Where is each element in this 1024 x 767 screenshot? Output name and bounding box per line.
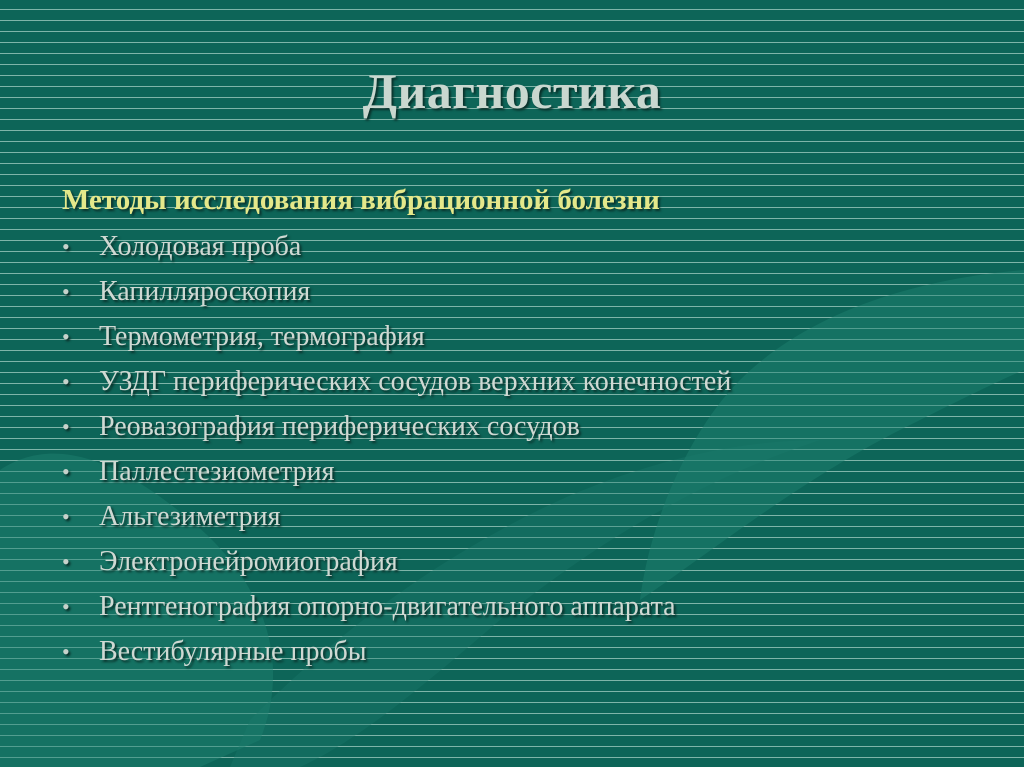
list-item-text: Паллестезиометрия bbox=[99, 456, 335, 487]
list-item bbox=[62, 449, 1002, 494]
list-item-text: Вестибулярные пробы bbox=[99, 636, 367, 667]
bullet-icon: • bbox=[62, 549, 70, 574]
list-item-text: Термометрия, термография bbox=[99, 321, 425, 352]
list-item-text: Холодовая проба bbox=[99, 231, 302, 262]
list-item bbox=[62, 269, 1002, 314]
list-item bbox=[62, 359, 1002, 404]
list-item-text: Реовазография периферических сосудов bbox=[99, 411, 580, 442]
slide-subtitle: Методы исследования вибрационной болезни bbox=[62, 184, 660, 216]
list-item bbox=[62, 224, 1002, 269]
bullet-list bbox=[62, 224, 1002, 674]
bullet-icon: • bbox=[62, 414, 70, 439]
bullet-icon: • bbox=[62, 504, 70, 529]
bullet-icon: • bbox=[62, 324, 70, 349]
list-item-text: УЗДГ периферических сосудов верхних конечностей bbox=[99, 366, 732, 397]
list-item bbox=[62, 539, 1002, 584]
bullet-icon: • bbox=[62, 639, 70, 664]
bullet-icon: • bbox=[62, 369, 70, 394]
bullet-icon: • bbox=[62, 594, 70, 619]
list-item bbox=[62, 629, 1002, 674]
list-item bbox=[62, 404, 1002, 449]
slide-content bbox=[62, 180, 1002, 674]
bullet-icon: • bbox=[62, 279, 70, 304]
slide-title: Диагностика bbox=[362, 63, 662, 119]
list-item-text: Альгезиметрия bbox=[99, 501, 281, 532]
bullet-icon: • bbox=[62, 459, 70, 484]
list-item bbox=[62, 314, 1002, 359]
list-item bbox=[62, 494, 1002, 539]
list-item-text: Капилляроскопия bbox=[99, 276, 311, 307]
list-item-text: Электронейромиография bbox=[99, 546, 398, 577]
bullet-icon: • bbox=[62, 234, 70, 259]
list-item-text: Рентгенография опорно-двигательного аппарата bbox=[99, 591, 676, 622]
list-item bbox=[62, 584, 1002, 629]
